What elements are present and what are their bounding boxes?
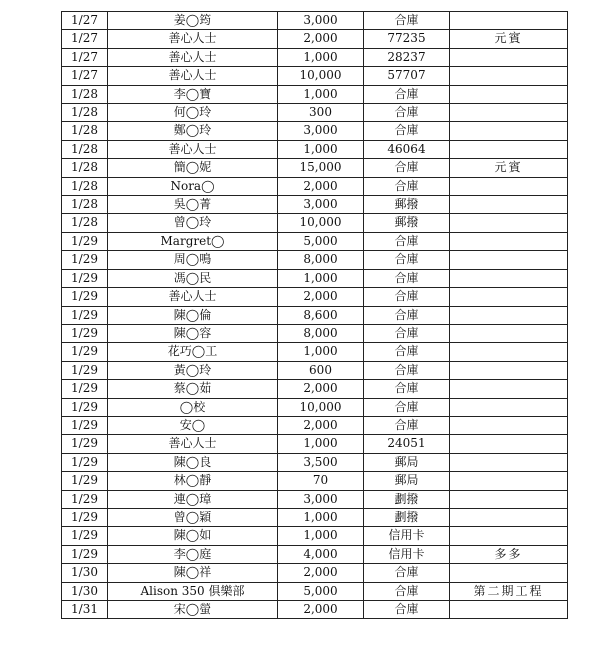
payment-source-cell: 劃撥 (364, 508, 450, 526)
note-cell: 多多 (450, 545, 568, 563)
donor-name-cell: 善心人士 (108, 288, 278, 306)
date-cell: 1/28 (62, 159, 108, 177)
table-row (62, 214, 568, 232)
table-row (62, 380, 568, 398)
payment-source-cell: 合庫 (364, 324, 450, 342)
table-row (62, 564, 568, 582)
payment-source-cell: 合庫 (364, 582, 450, 600)
payment-source-cell: 劃撥 (364, 490, 450, 508)
date-cell: 1/29 (62, 435, 108, 453)
table-row (62, 343, 568, 361)
amount-cell: 3,000 (278, 490, 364, 508)
donor-name-cell: 陳◯良 (108, 453, 278, 471)
amount-cell: 1,000 (278, 527, 364, 545)
donor-name-cell: 蔡◯茹 (108, 380, 278, 398)
payment-source-cell: 郵撥 (364, 196, 450, 214)
amount-cell: 2,000 (278, 416, 364, 434)
amount-cell: 600 (278, 361, 364, 379)
donor-name-cell: Margret◯ (108, 232, 278, 250)
note-cell (450, 306, 568, 324)
payment-source-cell: 信用卡 (364, 527, 450, 545)
payment-source-cell: 信用卡 (364, 545, 450, 563)
table-row (62, 177, 568, 195)
note-cell (450, 508, 568, 526)
note-cell (450, 232, 568, 250)
note-cell (450, 601, 568, 619)
table-row (62, 140, 568, 158)
date-cell: 1/28 (62, 104, 108, 122)
note-cell: 元賓 (450, 30, 568, 48)
donor-name-cell: 簡◯妮 (108, 159, 278, 177)
payment-source-cell: 57707 (364, 67, 450, 85)
donor-name-cell: 宋◯螢 (108, 601, 278, 619)
table-row (62, 601, 568, 619)
note-cell (450, 453, 568, 471)
donor-name-cell: 曾◯穎 (108, 508, 278, 526)
date-cell: 1/29 (62, 306, 108, 324)
date-cell: 1/29 (62, 527, 108, 545)
payment-source-cell: 合庫 (364, 104, 450, 122)
amount-cell: 8,600 (278, 306, 364, 324)
note-cell (450, 490, 568, 508)
table-row (62, 545, 568, 563)
payment-source-cell: 合庫 (364, 380, 450, 398)
note-cell (450, 85, 568, 103)
table-row (62, 361, 568, 379)
date-cell: 1/27 (62, 67, 108, 85)
amount-cell: 300 (278, 104, 364, 122)
donor-name-cell: 善心人士 (108, 48, 278, 66)
payment-source-cell: 合庫 (364, 601, 450, 619)
note-cell (450, 361, 568, 379)
date-cell: 1/28 (62, 196, 108, 214)
date-cell: 1/29 (62, 288, 108, 306)
table-row (62, 12, 568, 30)
table-row (62, 527, 568, 545)
date-cell: 1/29 (62, 380, 108, 398)
donor-name-cell: 周◯鳴 (108, 251, 278, 269)
date-cell: 1/29 (62, 545, 108, 563)
donor-name-cell: 曾◯玲 (108, 214, 278, 232)
date-cell: 1/27 (62, 12, 108, 30)
amount-cell: 2,000 (278, 177, 364, 195)
note-cell (450, 416, 568, 434)
date-cell: 1/29 (62, 472, 108, 490)
donor-name-cell: Nora◯ (108, 177, 278, 195)
note-cell (450, 48, 568, 66)
payment-source-cell: 合庫 (364, 361, 450, 379)
amount-cell: 1,000 (278, 435, 364, 453)
payment-source-cell: 合庫 (364, 251, 450, 269)
amount-cell: 1,000 (278, 140, 364, 158)
payment-source-cell: 77235 (364, 30, 450, 48)
donor-name-cell: 鄭◯玲 (108, 122, 278, 140)
note-cell (450, 177, 568, 195)
table-row (62, 104, 568, 122)
note-cell (450, 343, 568, 361)
donor-name-cell: 林◯靜 (108, 472, 278, 490)
payment-source-cell: 合庫 (364, 177, 450, 195)
date-cell: 1/29 (62, 324, 108, 342)
table-row (62, 453, 568, 471)
amount-cell: 2,000 (278, 601, 364, 619)
date-cell: 1/29 (62, 508, 108, 526)
date-cell: 1/29 (62, 398, 108, 416)
table-row (62, 490, 568, 508)
note-cell (450, 67, 568, 85)
payment-source-cell: 合庫 (364, 343, 450, 361)
table-row (62, 251, 568, 269)
table-row (62, 30, 568, 48)
payment-source-cell: 合庫 (364, 564, 450, 582)
amount-cell: 5,000 (278, 582, 364, 600)
payment-source-cell: 合庫 (364, 159, 450, 177)
date-cell: 1/30 (62, 564, 108, 582)
donor-name-cell: 安◯ (108, 416, 278, 434)
note-cell (450, 251, 568, 269)
amount-cell: 10,000 (278, 398, 364, 416)
donor-name-cell: 陳◯容 (108, 324, 278, 342)
donation-table-body (62, 12, 568, 619)
donor-name-cell: 陳◯如 (108, 527, 278, 545)
note-cell (450, 269, 568, 287)
amount-cell: 3,000 (278, 196, 364, 214)
date-cell: 1/28 (62, 140, 108, 158)
note-cell (450, 564, 568, 582)
date-cell: 1/27 (62, 30, 108, 48)
payment-source-cell: 24051 (364, 435, 450, 453)
payment-source-cell: 合庫 (364, 398, 450, 416)
note-cell (450, 435, 568, 453)
table-row (62, 232, 568, 250)
table-row (62, 472, 568, 490)
table-row (62, 398, 568, 416)
donor-name-cell: 姜◯筠 (108, 12, 278, 30)
donor-name-cell: 善心人士 (108, 67, 278, 85)
amount-cell: 70 (278, 472, 364, 490)
table-row (62, 48, 568, 66)
amount-cell: 3,500 (278, 453, 364, 471)
table-row (62, 122, 568, 140)
amount-cell: 4,000 (278, 545, 364, 563)
table-row (62, 196, 568, 214)
amount-cell: 1,000 (278, 269, 364, 287)
table-row (62, 582, 568, 600)
date-cell: 1/30 (62, 582, 108, 600)
date-cell: 1/28 (62, 214, 108, 232)
note-cell (450, 527, 568, 545)
note-cell (450, 398, 568, 416)
amount-cell: 3,000 (278, 122, 364, 140)
donor-name-cell: 善心人士 (108, 140, 278, 158)
payment-source-cell: 合庫 (364, 288, 450, 306)
note-cell: 元賓 (450, 159, 568, 177)
date-cell: 1/29 (62, 416, 108, 434)
donor-name-cell: 何◯玲 (108, 104, 278, 122)
payment-source-cell: 郵撥 (364, 214, 450, 232)
date-cell: 1/29 (62, 232, 108, 250)
donor-name-cell: 善心人士 (108, 435, 278, 453)
donor-name-cell: 李◯庭 (108, 545, 278, 563)
donor-name-cell: 連◯璋 (108, 490, 278, 508)
payment-source-cell: 合庫 (364, 306, 450, 324)
amount-cell: 1,000 (278, 85, 364, 103)
note-cell (450, 140, 568, 158)
table-row (62, 306, 568, 324)
amount-cell: 5,000 (278, 232, 364, 250)
date-cell: 1/29 (62, 269, 108, 287)
amount-cell: 10,000 (278, 214, 364, 232)
donation-table (61, 11, 568, 619)
payment-source-cell: 合庫 (364, 232, 450, 250)
date-cell: 1/28 (62, 177, 108, 195)
amount-cell: 1,000 (278, 48, 364, 66)
note-cell (450, 288, 568, 306)
note-cell (450, 196, 568, 214)
amount-cell: 2,000 (278, 30, 364, 48)
table-row (62, 67, 568, 85)
payment-source-cell: 28237 (364, 48, 450, 66)
table-row (62, 435, 568, 453)
amount-cell: 1,000 (278, 508, 364, 526)
date-cell: 1/29 (62, 361, 108, 379)
note-cell: 第二期工程 (450, 582, 568, 600)
amount-cell: 2,000 (278, 288, 364, 306)
date-cell: 1/28 (62, 122, 108, 140)
donor-name-cell: 陳◯祥 (108, 564, 278, 582)
table-row (62, 269, 568, 287)
donor-name-cell: 陳◯倫 (108, 306, 278, 324)
amount-cell: 15,000 (278, 159, 364, 177)
payment-source-cell: 合庫 (364, 269, 450, 287)
note-cell (450, 472, 568, 490)
date-cell: 1/29 (62, 490, 108, 508)
donor-name-cell: Alison 350 俱樂部 (108, 582, 278, 600)
payment-source-cell: 合庫 (364, 12, 450, 30)
donor-name-cell: 李◯寶 (108, 85, 278, 103)
date-cell: 1/29 (62, 343, 108, 361)
donor-name-cell: 吳◯菁 (108, 196, 278, 214)
amount-cell: 3,000 (278, 12, 364, 30)
donor-name-cell: 黃◯玲 (108, 361, 278, 379)
amount-cell: 1,000 (278, 343, 364, 361)
table-row (62, 324, 568, 342)
date-cell: 1/29 (62, 251, 108, 269)
note-cell (450, 380, 568, 398)
donor-name-cell: 善心人士 (108, 30, 278, 48)
amount-cell: 2,000 (278, 564, 364, 582)
payment-source-cell: 合庫 (364, 416, 450, 434)
amount-cell: 10,000 (278, 67, 364, 85)
amount-cell: 8,000 (278, 251, 364, 269)
table-row (62, 416, 568, 434)
payment-source-cell: 郵局 (364, 472, 450, 490)
note-cell (450, 12, 568, 30)
note-cell (450, 324, 568, 342)
date-cell: 1/27 (62, 48, 108, 66)
note-cell (450, 214, 568, 232)
amount-cell: 8,000 (278, 324, 364, 342)
payment-source-cell: 合庫 (364, 122, 450, 140)
table-row (62, 288, 568, 306)
table-row (62, 159, 568, 177)
donor-name-cell: 花巧◯工 (108, 343, 278, 361)
note-cell (450, 104, 568, 122)
payment-source-cell: 郵局 (364, 453, 450, 471)
payment-source-cell: 46064 (364, 140, 450, 158)
payment-source-cell: 合庫 (364, 85, 450, 103)
amount-cell: 2,000 (278, 380, 364, 398)
note-cell (450, 122, 568, 140)
table-row (62, 508, 568, 526)
date-cell: 1/31 (62, 601, 108, 619)
date-cell: 1/29 (62, 453, 108, 471)
table-row (62, 85, 568, 103)
date-cell: 1/28 (62, 85, 108, 103)
donor-name-cell: ◯校 (108, 398, 278, 416)
donor-name-cell: 馮◯民 (108, 269, 278, 287)
